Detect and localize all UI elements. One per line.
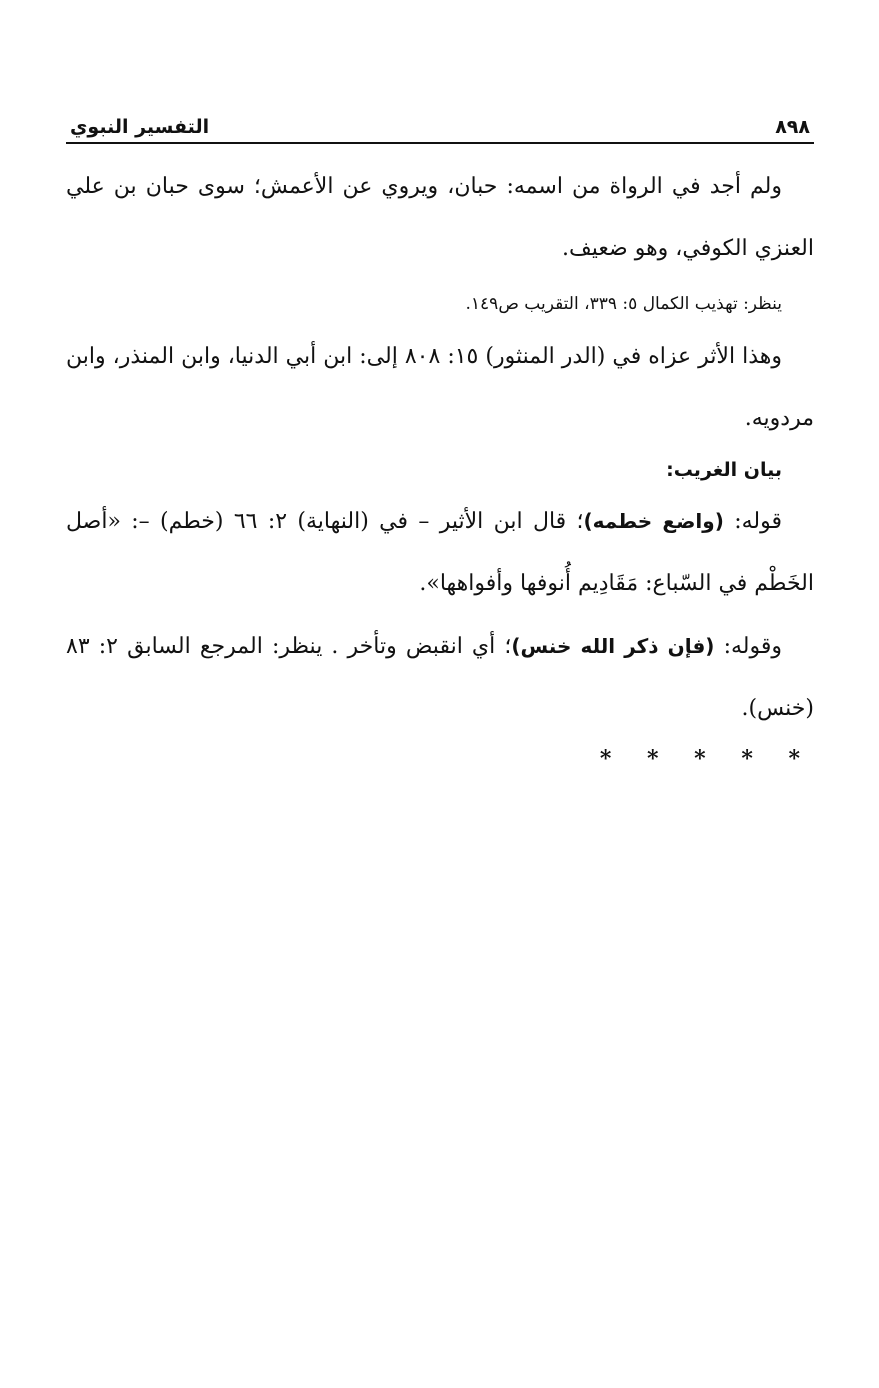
gloss-intro: وقوله: <box>714 634 782 659</box>
paragraph-gloss-khatm <box>66 490 814 615</box>
section-separator: * * * * * <box>599 746 814 772</box>
reference-note: ينظر: تهذيب الكمال ٥: ٣٣٩، التقريب ص١٤٩. <box>465 294 782 314</box>
paragraph-narrator-note: ولم أجد في الرواة من اسمه: حبان، ويروي عن الأعمش؛ سوى حبان بن علي العنزي الكوفي، وهو ضعيف. <box>66 174 814 261</box>
paragraph-attribution: وهذا الأثر عزاه في (الدر المنثور) ١٥: ٨٠٨ إلى: ابن أبي الدنيا، وابن المنذر، وابن مردويه. <box>66 344 814 431</box>
paragraph-gloss-khanas <box>66 615 814 740</box>
page-header <box>66 112 814 144</box>
running-title: التفسير النبوي <box>70 116 210 138</box>
body-text <box>66 156 814 772</box>
gloss-intro: قوله: <box>723 509 782 534</box>
section-heading: بيان الغريب: <box>666 459 782 481</box>
gloss-definition: ؛ أي انقبض وتأخر . ينظر: المرجع السابق ٢: ٨٣ (خنس). <box>66 634 814 721</box>
gloss-term: (فإن ذكر الله خنس) <box>511 634 715 658</box>
gloss-definition: ؛ قال ابن الأثير – في (النهاية) ٢: ٦٦ (خطم) –: «أصل الخَطْم في السّباع: مَقَادِيم أُنوفها وأفواهها». <box>66 509 814 596</box>
page-number: ٨٩٨ <box>775 116 810 138</box>
gloss-term: (واضع خطمه) <box>583 509 724 533</box>
